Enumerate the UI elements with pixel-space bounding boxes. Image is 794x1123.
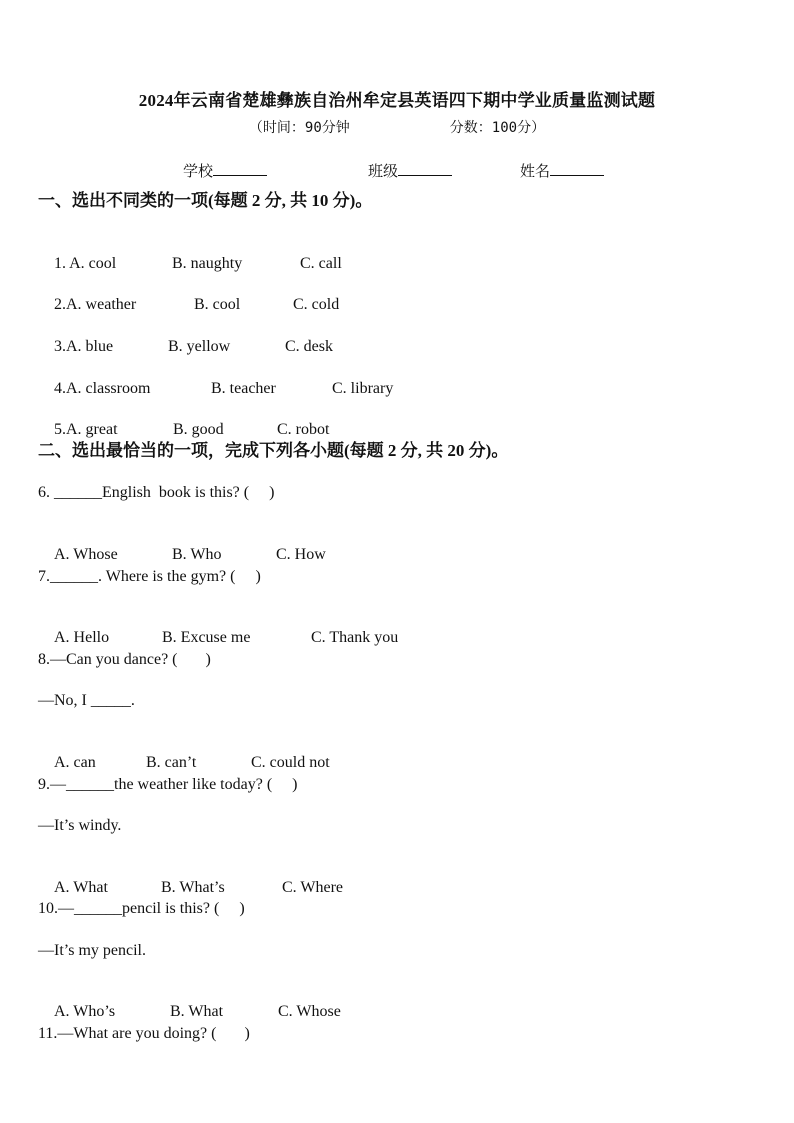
q4-option-b: B. teacher [211,380,276,397]
q10-option-b: B. What [170,1003,224,1020]
question-10-stem: 10.—______pencil is this? ( ) [38,900,245,917]
question-11-stem: 11.—What are you doing? ( ) [38,1025,250,1042]
name-blank[interactable] [550,161,604,176]
question-6-stem: 6. ______English book is this? ( ) [38,484,275,501]
time-limit: （时间：90分钟 [248,120,350,136]
question-10-reply: —It’s my pencil. [38,942,146,959]
q3-option-c: C. desk [285,338,333,355]
q8-option-c: C. could not [251,754,330,771]
q7-option-a: A. Hello [54,629,110,646]
q8-option-b: B. can’t [146,754,197,771]
name-label: 姓名 [520,164,551,180]
total-score: 分数：100分） [449,120,546,136]
question-9-reply: —It’s windy. [38,817,122,834]
q1-option-b: B. naughty [172,255,243,272]
q9-option-b: B. What’s [161,879,225,896]
q7-option-c: C. Thank you [311,629,399,646]
class-label: 班级 [368,164,399,180]
name-field[interactable] [520,160,604,181]
q5-option-a: 5.A. great [54,421,118,438]
q3-option-a: 3.A. blue [54,338,114,355]
q2-option-b: B. cool [194,296,241,313]
q6-option-b: B. Who [172,546,222,563]
q1-option-c: C. call [300,255,342,272]
class-blank[interactable] [398,161,452,176]
section-two-heading: 二、选出最恰当的一项，完成下列各小题(每题 2 分, 共 20 分)。 [38,441,509,460]
section-one-heading: 一、选出不同类的一项(每题 2 分, 共 10 分)。 [38,191,373,210]
q6-option-a: A. Whose [54,546,118,563]
q4-option-a: 4.A. classroom [54,380,151,397]
q8-option-a: A. can [54,754,96,771]
q4-option-c: C. library [332,380,394,397]
q10-option-a: A. Who’s [54,1003,116,1020]
q5-option-b: B. good [173,421,224,438]
question-7-stem: 7.______. Where is the gym? ( ) [38,568,261,585]
exam-info [0,117,794,137]
q2-option-a: 2.A. weather [54,296,137,313]
question-9-stem: 9.—______the weather like today? ( ) [38,776,298,793]
page-title: 2024年云南省楚雄彝族自治州牟定县英语四下期中学业质量监测试题 [138,91,656,110]
q9-option-c: C. Where [282,879,344,896]
q2-option-c: C. cold [293,296,340,313]
question-8-stem: 8.—Can you dance? ( ) [38,651,211,668]
q5-option-c: C. robot [277,421,330,438]
q10-option-c: C. Whose [278,1003,341,1020]
q3-option-b: B. yellow [168,338,231,355]
q9-option-a: A. What [54,879,108,896]
q6-option-c: C. How [276,546,326,563]
question-8-reply: —No, I _____. [38,692,135,709]
school-field[interactable] [183,160,267,181]
class-field[interactable] [368,160,452,181]
school-label: 学校 [183,164,214,180]
q1-option-a: 1. A. cool [54,255,117,272]
q7-option-b: B. Excuse me [162,629,251,646]
school-blank[interactable] [213,161,267,176]
